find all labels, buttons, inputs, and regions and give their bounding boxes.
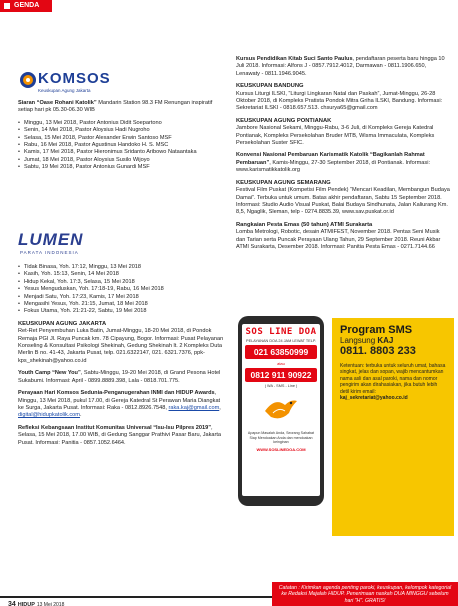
siaran-title: Siaran “Oase Rohani Katolik” <box>18 100 97 106</box>
komsos-logo <box>18 68 114 98</box>
page-footer <box>8 601 64 606</box>
sms-title: Program SMS <box>340 324 413 336</box>
list-item: • Hidup Kekal, Yoh. 17:3, Selasa, 15 Mei 2018 <box>18 279 226 286</box>
hari-text: , Minggu, 13 Mei 2018, pukul 17.00, di Gereja Katedral St Perawan Maria Diangkat ke Surga, Jakarta Pusat. Informasi: Raka - 0812.8926.7548, <box>18 390 221 411</box>
right-column <box>236 56 450 256</box>
kursus-entry <box>236 56 450 78</box>
email-link[interactable]: raka.kaj@gmail.com <box>168 404 220 411</box>
phone-screen <box>242 324 320 496</box>
program-sms-box <box>332 318 454 536</box>
period: . <box>79 412 82 419</box>
list-item: • Senin, 14 Mei 2018, Pastor Aloysius Hadi Nugroho <box>18 127 226 134</box>
kursus-title: Kursus Pendidikan Kitab Suci Santo Paulus <box>236 56 353 62</box>
list-item: • Minggu, 13 Mei 2018, Pastor Antonius Didit Soepartono <box>18 120 226 127</box>
sos-subtitle: PELAYANAN DOA 24 JAM LEWAT TELP. <box>246 339 316 343</box>
list-item: • Jumat, 18 Mei 2018, Pastor Aloysius Susilo Wijoyo <box>18 157 226 164</box>
pontianak-text: Jambore Nasional Sekami, Minggu-Rabu, 3-6 Juli, di Kompleks Gereja Katedral Pontianak, Kompleks Persekolahan Bruder MTB, Wisma Immaculata, Kompleks Persekolahan Suster SFIC. <box>236 125 435 147</box>
sms-subtitle-a: Langsung <box>340 336 378 345</box>
sos-footer: Apapun Masalah Anda, Seorang Sahabat Siap Mendoakan Anda dan mendoakan keinginan <box>247 431 315 445</box>
kursus-text: , pendaftaran peserta baru hingga 10 Juli 2018. Informasi: Alfons J - 0857.7912.4012, Darmawan - 0811.1906.650, Lenawaty - 0811.1946.9045. <box>236 56 445 77</box>
lumen-list <box>18 264 226 316</box>
sms-body: Ketentuan: terbuka untuk seluruh umat, bahasa singkat, jelas dan sopan, wajib mencantumkan nama asli dan asal paroki, nama dan nomor pengirim akan dirahasiakan, jika butuh lebih detil kirim email: <box>340 363 446 395</box>
siaran-entry <box>18 100 226 115</box>
left-column-bottom <box>18 264 226 452</box>
sos-title: SOS LINE DOA <box>245 327 317 337</box>
hari-title: Perayaan Hari Komsos Sedunia-Penganugerahan INMI dan HIDUP Awards <box>18 390 215 397</box>
semarang-text: Festival Film Puskat (Kompetisi Film Pendek) “Mencari Keadilan, Membangun Budaya Damai”. Terbuka untuk umum. Batas akhir pendaftaran, Sabtu 15 September 2018. Informasi: Studio Audio Visual Puskat, Balai Budaya Sindhunata, Jalan Kaliurang Km. 8,5, Ngaglik, Sleman, telp - 0274.8835.39, www.sav.puskat.or.id <box>236 187 450 216</box>
youth-entry <box>18 370 226 385</box>
sms-email[interactable]: kaj_sekretariat@yahoo.co.id <box>340 395 408 402</box>
sos-line-doa-ad <box>238 316 324 506</box>
bandung-text: Kursus Liturgi ILSKI, “Liturgi Lingkaran Natal dan Paskah”, Jumat-Minggu, 26-28 Oktober 2018, di Kompleks Pratista Pondok Mitra Griha ILSKI, Bandung. Informasi: Sekretariat ILSKI - 0818.657.513. chsurya65@gmail.com <box>236 90 443 112</box>
lumen-logo-text: LUMEN <box>18 230 84 249</box>
konvensi-title: Konvensi Nasional Pembaruan Karismatik Katolik “Bagikanlah Rahmat Pembaruan” <box>236 152 425 166</box>
refleksi-title: Refleksi Kebangsaan Institut Komunitas Universal “Isu-Isu Pilpres 2019” <box>18 424 212 431</box>
pontianak-heading: KEUSKUPAN AGUNG PONTIANAK <box>236 117 332 124</box>
list-item: • Menjadi Satu, Yoh. 17:23, Kamis, 17 Mei 2018 <box>18 294 226 301</box>
kaj-text: Ret-Ret Penyembuhan Luka Batin, Jumat-Minggu, 18-20 Mei 2018, di Pondok Remaja PGI Jl. Raya Puncak km. 78 Cipayung, Bogor. Informasi: Pusat Pelayanan Konseling & Konsultasi Psikologi Shekinah, Gedung Shekinah lt. 2 Kompleks Duta Merlin B no. 41-43, Jakarta Pusat, telp. 021.6322147, 021. 6321.7376, ppk-kps_shekinah@yahoo.co.id <box>18 328 224 364</box>
list-item: • Kamis, 17 Mei 2018, Pastor Hieronimus Sridanto Aribowo Nataantaka <box>18 149 226 156</box>
sos-sms-label: ( WA - SMS - Line ) <box>264 384 298 388</box>
konvensi-text: , Kamis-Minggu, 27-30 September 2018, di Pontianak. Informasi: www.karismatikkatolik.org <box>236 159 431 174</box>
atmi-text: Lomba Metrologi, Robotic, desain ATMIFEST, November 2018. Pentas Seni Musik dan Tarian serta Puncak Perayaan Ulang Tahun, 29 September 2018. Reuni Akbar ATMI Surakarta, Desember 2018. Informasi: Panitia Pesta Emas - 0271.7144.66 <box>236 229 441 250</box>
refleksi-entry <box>18 425 226 447</box>
separator: , <box>219 404 221 411</box>
list-item: • Fokus Utama, Yoh. 21:21-22, Sabtu, 19 Mei 2018 <box>18 308 226 315</box>
sos-number-1: 021 63850999 <box>245 345 317 359</box>
sos-or: atau <box>277 361 285 366</box>
dove-icon <box>261 393 301 423</box>
sos-number-2: 0812 911 90922 <box>245 368 317 382</box>
sms-subtitle <box>340 336 446 345</box>
left-column-top <box>18 100 226 177</box>
list-item: • Selasa, 15 Mei 2018, Pastor Alexander Erwin Santoso MSF <box>18 135 226 142</box>
sms-number: 0811. 8803 233 <box>340 345 416 357</box>
list-item: • Kasih, Yoh. 15:13, Senin, 14 Mei 2018 <box>18 271 226 278</box>
magazine-name: HIDUP <box>17 602 35 606</box>
list-item: • Yesus Menguduskan, Yoh. 17:18-19, Rabu, 16 Mei 2018 <box>18 286 226 293</box>
page-number: 34 <box>8 601 16 606</box>
atmi-heading: Rangkaian Pesta Emas (50 tahun) ATMI Surakarta <box>236 221 373 228</box>
lumen-logo-sub: PARATA INDONESIA <box>20 250 79 255</box>
list-item: • Tidak Binasa, Yoh. 17:12, Minggu, 13 Mei 2018 <box>18 264 226 271</box>
email-link[interactable]: digital@hidupkatolik.com <box>18 412 80 419</box>
footer-note: Catatan : Kirimkan agenda penting paroki, keuskupan, kelompok kategorial ke Redaksi Majalah HIDUP. Penerimaan naskah DUA MINGGU sebelum hari "H". GRATIS! <box>272 582 458 606</box>
refleksi-text: , Selasa, 15 Mei 2018, 17.00 WIB, di Gedung Sanggar Prathivi Pasar Baru, Jakarta Pusat. Informasi: Panitia - 0857.1052.6464. <box>18 424 222 446</box>
komsos-logo-text: KOMSOS <box>38 70 111 87</box>
konvensi-entry <box>236 152 450 174</box>
youth-title: Youth Camp “New You” <box>18 370 81 377</box>
komsos-logo-sub: Keuskupan Agung Jakarta <box>38 88 91 93</box>
sms-subtitle-b: KAJ <box>377 336 394 345</box>
bandung-heading: KEUSKUPAN BANDUNG <box>236 83 304 90</box>
lumen-logo <box>18 230 94 260</box>
siaran-list <box>18 120 226 172</box>
hari-komsos-entry <box>18 390 226 420</box>
list-item: • Mengasihi Yesus, Yoh. 21:15, Jumat, 18 Mei 2018 <box>18 301 226 308</box>
genda-tag <box>0 0 52 12</box>
siaran-intro: Mandarin Station 98.3 FM Renungan inspiratif setiap hari pk 05.30-06.30 WIB <box>18 100 213 114</box>
list-item: • Rabu, 16 Mei 2018, Pastor Agustinus Handoko H. S. MSC <box>18 142 226 149</box>
tag-label: GENDA <box>14 2 40 9</box>
semarang-heading: KEUSKUPAN AGUNG SEMARANG <box>236 179 331 186</box>
youth-text: , Sabtu-Minggu, 19-20 Mei 2018, di Grand Pesona Hotel Sukabumi. Informasi: April - 0899.8889.398, Lala - 0818.701.775. <box>18 370 221 384</box>
issue-date: 13 Mei 2018 <box>36 602 65 606</box>
sos-web: WWW.SOSLINEDOA.COM <box>256 446 306 452</box>
list-item: • Sabtu, 19 Mei 2018, Pastor Antonius Gunardi MSF <box>18 164 226 171</box>
kaj-heading: KEUSKUPAN AGUNG JAKARTA <box>18 320 107 327</box>
